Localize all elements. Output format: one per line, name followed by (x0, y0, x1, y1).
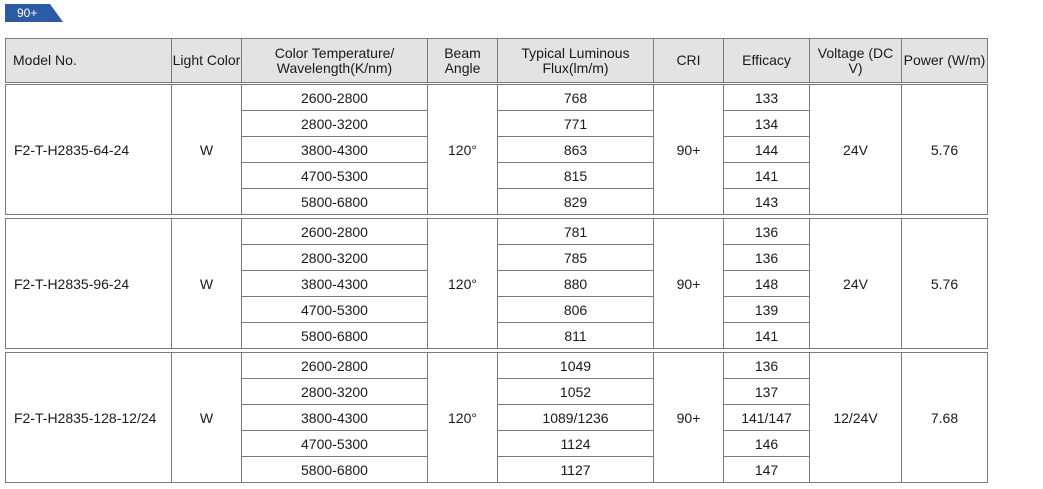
power: 5.76 (902, 85, 988, 215)
luminous-flux: 771 (498, 111, 654, 137)
header-cri: CRI (654, 39, 724, 83)
badge-label: 90+ (17, 6, 38, 20)
luminous-flux: 781 (498, 219, 654, 245)
color-temperature: 2600-2800 (242, 353, 428, 379)
luminous-flux: 768 (498, 85, 654, 111)
color-temperature: 3800-4300 (242, 137, 428, 163)
table-row (6, 353, 988, 379)
light-color: W (172, 85, 242, 215)
luminous-flux: 806 (498, 297, 654, 323)
efficacy: 139 (724, 297, 810, 323)
voltage: 24V (810, 219, 902, 349)
voltage: 12/24V (810, 353, 902, 483)
beam-angle: 120° (428, 85, 498, 215)
color-temperature: 2600-2800 (242, 219, 428, 245)
color-temperature: 2800-3200 (242, 111, 428, 137)
color-temperature: 3800-4300 (242, 405, 428, 431)
header-beam-angle: Beam Angle (428, 39, 498, 83)
model-number: F2-T-H2835-64-24 (6, 85, 172, 215)
cri-value: 90+ (654, 85, 724, 215)
color-temperature: 3800-4300 (242, 271, 428, 297)
spec-table-header (5, 38, 988, 83)
luminous-flux: 880 (498, 271, 654, 297)
header-efficacy: Efficacy (724, 39, 810, 83)
efficacy: 141 (724, 163, 810, 189)
color-temperature: 4700-5300 (242, 431, 428, 457)
light-color: W (172, 353, 242, 483)
light-color: W (172, 219, 242, 349)
efficacy: 136 (724, 353, 810, 379)
color-temperature: 2800-3200 (242, 379, 428, 405)
efficacy: 137 (724, 379, 810, 405)
efficacy: 147 (724, 457, 810, 483)
model-group-table (5, 352, 988, 483)
luminous-flux: 815 (498, 163, 654, 189)
efficacy: 144 (724, 137, 810, 163)
power: 7.68 (902, 353, 988, 483)
header-model: Model No. (6, 39, 172, 83)
header-luminous-flux: Typical Luminous Flux(lm/m) (498, 39, 654, 83)
color-temperature: 5800-6800 (242, 323, 428, 349)
color-temperature: 2600-2800 (242, 85, 428, 111)
header-color-temperature: Color Temperature/ Wavelength(K/nm) (242, 39, 428, 83)
luminous-flux: 1089/1236 (498, 405, 654, 431)
table-row (6, 219, 988, 245)
color-temperature: 4700-5300 (242, 297, 428, 323)
header-light-color: Light Color (172, 39, 242, 83)
header-voltage: Voltage (DC V) (810, 39, 902, 83)
beam-angle: 120° (428, 353, 498, 483)
luminous-flux: 1127 (498, 457, 654, 483)
luminous-flux: 829 (498, 189, 654, 215)
luminous-flux: 1124 (498, 431, 654, 457)
efficacy: 136 (724, 219, 810, 245)
luminous-flux: 1049 (498, 353, 654, 379)
efficacy: 141 (724, 323, 810, 349)
luminous-flux: 811 (498, 323, 654, 349)
cri-badge (5, 4, 63, 22)
color-temperature: 2800-3200 (242, 245, 428, 271)
efficacy: 143 (724, 189, 810, 215)
model-group-table (5, 84, 988, 215)
luminous-flux: 1052 (498, 379, 654, 405)
model-number: F2-T-H2835-96-24 (6, 219, 172, 349)
cri-value: 90+ (654, 353, 724, 483)
luminous-flux: 863 (498, 137, 654, 163)
power: 5.76 (902, 219, 988, 349)
efficacy: 141/147 (724, 405, 810, 431)
header-power: Power (W/m) (902, 39, 988, 83)
efficacy: 134 (724, 111, 810, 137)
efficacy: 146 (724, 431, 810, 457)
voltage: 24V (810, 85, 902, 215)
cri-value: 90+ (654, 219, 724, 349)
luminous-flux: 785 (498, 245, 654, 271)
color-temperature: 5800-6800 (242, 189, 428, 215)
efficacy: 136 (724, 245, 810, 271)
color-temperature: 5800-6800 (242, 457, 428, 483)
model-number: F2-T-H2835-128-12/24 (6, 353, 172, 483)
efficacy: 133 (724, 85, 810, 111)
color-temperature: 4700-5300 (242, 163, 428, 189)
beam-angle: 120° (428, 219, 498, 349)
efficacy: 148 (724, 271, 810, 297)
model-group-table (5, 218, 988, 349)
table-row (6, 85, 988, 111)
